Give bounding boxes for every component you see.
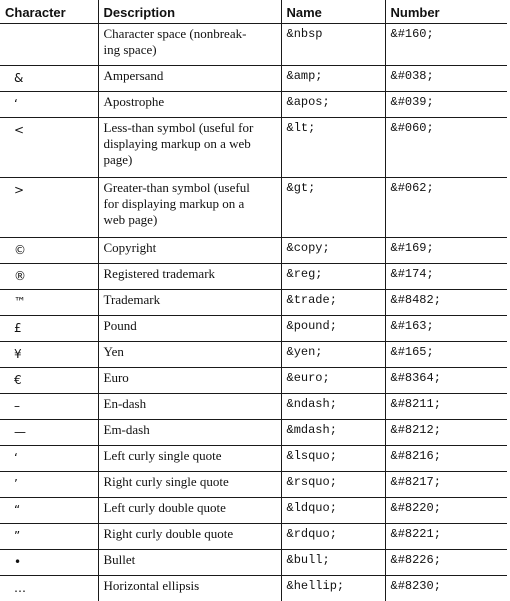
entity-description: Less-than symbol (useful for displaying markup on a web page) (98, 118, 281, 178)
entity-character: ‘ (0, 92, 98, 118)
entity-character: ’ (0, 472, 98, 498)
entity-number: &#8364; (385, 368, 507, 394)
entity-description: Trademark (98, 290, 281, 316)
table-row (0, 524, 507, 550)
entity-description: Bullet (98, 550, 281, 576)
entity-number: &#8482; (385, 290, 507, 316)
table-row (0, 342, 507, 368)
entity-number: &#165; (385, 342, 507, 368)
table-row (0, 316, 507, 342)
entity-description: Euro (98, 368, 281, 394)
entity-character: ” (0, 524, 98, 550)
entity-character: “ (0, 498, 98, 524)
entity-name: &ldquo; (281, 498, 385, 524)
entity-name: &mdash; (281, 420, 385, 446)
table-row (0, 550, 507, 576)
header-row (0, 0, 507, 24)
header-description: Description (98, 0, 281, 24)
entity-name: &rsquo; (281, 472, 385, 498)
entity-name: &lsquo; (281, 446, 385, 472)
entity-description: Apostrophe (98, 92, 281, 118)
entity-description: Character space (nonbreak- ing space) (98, 24, 281, 66)
entity-name: &pound; (281, 316, 385, 342)
entity-description: Pound (98, 316, 281, 342)
table-row (0, 66, 507, 92)
entity-character: € (0, 368, 98, 394)
entity-description: Right curly single quote (98, 472, 281, 498)
entity-number: &#8230; (385, 576, 507, 601)
entity-number: &#8221; (385, 524, 507, 550)
table-row (0, 264, 507, 290)
entity-character: ‘ (0, 446, 98, 472)
table-row (0, 92, 507, 118)
entity-character: & (0, 66, 98, 92)
header-number: Number (385, 0, 507, 24)
entity-name: &euro; (281, 368, 385, 394)
table-row (0, 118, 507, 178)
entity-number: &#8216; (385, 446, 507, 472)
entity-description: Registered trademark (98, 264, 281, 290)
entity-description: En-dash (98, 394, 281, 420)
entity-description: Em-dash (98, 420, 281, 446)
entity-number: &#160; (385, 24, 507, 66)
entity-number: &#163; (385, 316, 507, 342)
entity-name: &ndash; (281, 394, 385, 420)
entity-number: &#8211; (385, 394, 507, 420)
entity-name: &trade; (281, 290, 385, 316)
table-row (0, 24, 507, 66)
entity-number: &#174; (385, 264, 507, 290)
entity-number: &#8217; (385, 472, 507, 498)
table-row (0, 290, 507, 316)
header-character: Character (0, 0, 98, 24)
table-row (0, 446, 507, 472)
table-row (0, 178, 507, 238)
entity-name: &hellip; (281, 576, 385, 601)
entity-description: Copyright (98, 238, 281, 264)
entity-description: Yen (98, 342, 281, 368)
entity-number: &#062; (385, 178, 507, 238)
entity-description: Ampersand (98, 66, 281, 92)
table-row (0, 472, 507, 498)
table-row (0, 420, 507, 446)
entity-number: &#169; (385, 238, 507, 264)
entity-description: Greater-than symbol (useful for displaying markup on a web page) (98, 178, 281, 238)
entity-name: &amp; (281, 66, 385, 92)
entity-name: &nbsp (281, 24, 385, 66)
entity-character: £ (0, 316, 98, 342)
entity-number: &#8212; (385, 420, 507, 446)
entity-name: &yen; (281, 342, 385, 368)
entity-name: &lt; (281, 118, 385, 178)
table-body (0, 24, 507, 601)
entity-character: ® (0, 264, 98, 290)
entity-number: &#8226; (385, 550, 507, 576)
entity-character: > (0, 178, 98, 238)
entity-name: &bull; (281, 550, 385, 576)
entity-name: &rdquo; (281, 524, 385, 550)
entity-description: Left curly double quote (98, 498, 281, 524)
entity-name: &apos; (281, 92, 385, 118)
entity-character: © (0, 238, 98, 264)
entity-character: ™ (0, 290, 98, 316)
entity-name: &copy; (281, 238, 385, 264)
entity-name: &gt; (281, 178, 385, 238)
entity-number: &#8220; (385, 498, 507, 524)
entity-character: • (0, 550, 98, 576)
header-name: Name (281, 0, 385, 24)
table-row (0, 498, 507, 524)
entity-character: — (0, 420, 98, 446)
table-row (0, 368, 507, 394)
table-row (0, 394, 507, 420)
entity-number: &#038; (385, 66, 507, 92)
entity-description: Left curly single quote (98, 446, 281, 472)
table-row (0, 576, 507, 601)
entity-number: &#039; (385, 92, 507, 118)
entity-character: ¥ (0, 342, 98, 368)
table-row (0, 238, 507, 264)
entity-character: … (0, 576, 98, 601)
entity-number: &#060; (385, 118, 507, 178)
entity-character (0, 24, 98, 66)
entity-character: – (0, 394, 98, 420)
entity-character: < (0, 118, 98, 178)
entity-description: Right curly double quote (98, 524, 281, 550)
entity-description: Horizontal ellipsis (98, 576, 281, 601)
entity-name: &reg; (281, 264, 385, 290)
